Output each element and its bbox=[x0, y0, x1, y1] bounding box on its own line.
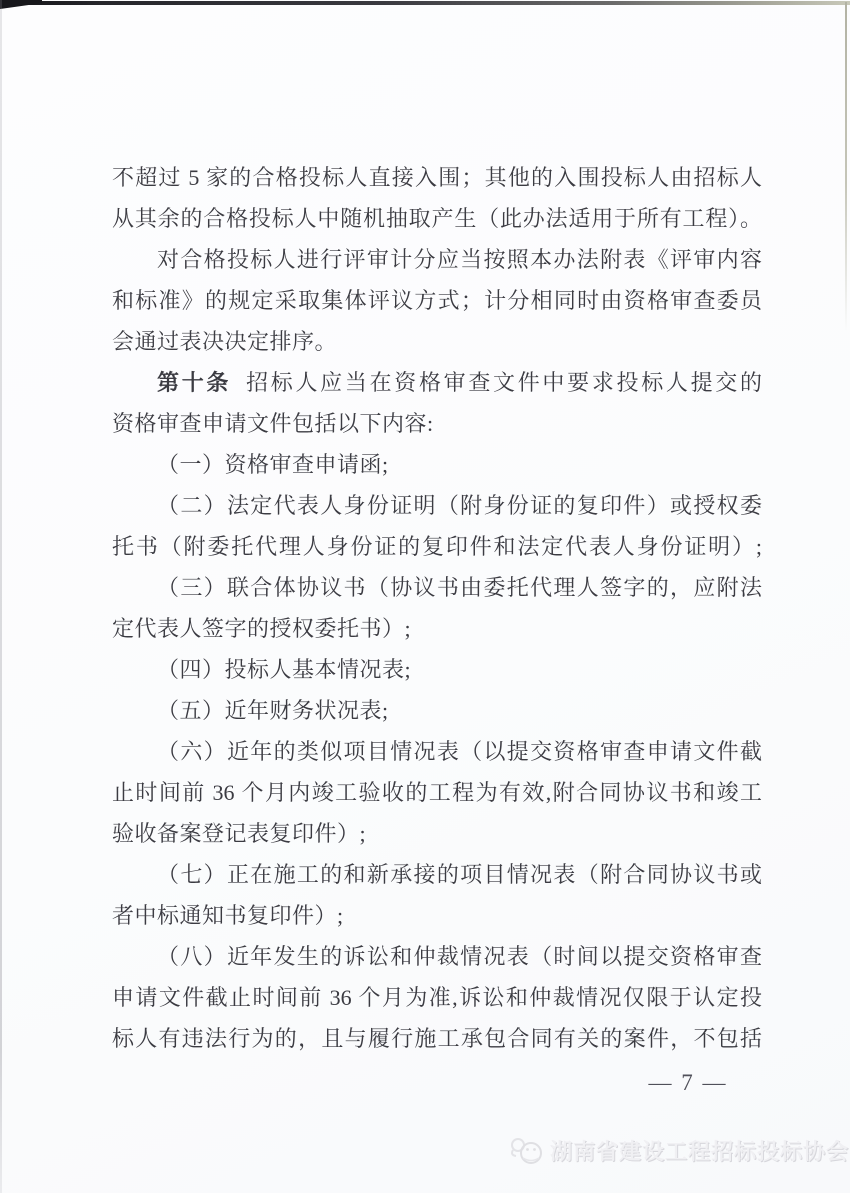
document-body bbox=[112, 157, 762, 1059]
text-line-17 bbox=[112, 813, 762, 854]
line-text: 验收备案登记表复印件）; bbox=[112, 821, 367, 846]
line-text: 资格审查申请文件包括以下内容: bbox=[112, 411, 434, 436]
page-number: — 7 — bbox=[648, 1070, 728, 1095]
association-watermark bbox=[509, 1135, 849, 1166]
text-line-4 bbox=[112, 280, 762, 321]
text-line-6 bbox=[112, 362, 762, 403]
text-line-9 bbox=[112, 485, 762, 526]
text-line-21 bbox=[112, 977, 762, 1018]
text-line-3 bbox=[112, 239, 762, 280]
text-line-2 bbox=[112, 198, 762, 239]
line-text: 和标准》的规定采取集体评议方式；计分相同时由资格审查委员 bbox=[112, 288, 762, 313]
scan-edge-right bbox=[845, 2, 847, 332]
association-logo-icon bbox=[509, 1136, 545, 1166]
text-line-12 bbox=[112, 608, 762, 649]
line-text: 招标人应当在资格审查文件中要求投标人提交的 bbox=[246, 370, 762, 395]
line-text: （三）联合体协议书（协议书由委托代理人签字的，应附法 bbox=[157, 575, 762, 600]
line-text: 申请文件截止时间前 36 个月为准,诉讼和仲裁情况仅限于认定投 bbox=[112, 985, 762, 1010]
article-number: 第十条 bbox=[157, 370, 232, 395]
text-line-20 bbox=[112, 936, 762, 977]
text-line-10 bbox=[112, 526, 762, 567]
line-text: （七）正在施工的和新承接的项目情况表（附合同协议书或 bbox=[157, 862, 762, 887]
text-line-18 bbox=[112, 854, 762, 895]
line-text: 不超过 5 家的合格投标人直接入围；其他的入围投标人由招标人 bbox=[112, 165, 762, 190]
text-line-7 bbox=[112, 403, 762, 444]
line-text: （二）法定代表人身份证明（附身份证的复印件）或授权委 bbox=[157, 493, 762, 518]
text-line-5 bbox=[112, 321, 762, 362]
line-text: （八）近年发生的诉讼和仲裁情况表（时间以提交资格审查 bbox=[157, 944, 762, 969]
line-text: （五）近年财务状况表; bbox=[157, 698, 389, 723]
text-line-14 bbox=[112, 690, 762, 731]
text-line-16 bbox=[112, 772, 762, 813]
scan-edge-top bbox=[0, 1, 850, 5]
text-line-8 bbox=[112, 444, 762, 485]
line-text: 托书（附委托代理人身份证的复印件和法定代表人身份证明）; bbox=[112, 534, 762, 559]
text-line-19 bbox=[112, 895, 762, 936]
line-text: （一）资格审查申请函; bbox=[157, 452, 389, 477]
text-line-13 bbox=[112, 649, 762, 690]
line-text: 从其余的合格投标人中随机抽取产生（此办法适用于所有工程）。 bbox=[112, 206, 762, 231]
line-text: （六）近年的类似项目情况表（以提交资格审查申请文件截 bbox=[157, 739, 762, 764]
scan-edge-left bbox=[0, 0, 2, 1193]
text-line-1 bbox=[112, 157, 762, 198]
line-text: 止时间前 36 个月内竣工验收的工程为有效,附合同协议书和竣工 bbox=[112, 780, 762, 805]
text-line-22 bbox=[112, 1018, 762, 1059]
line-text: 标人有违法行为的，且与履行施工承包合同有关的案件，不包括 bbox=[112, 1026, 762, 1051]
line-text: 会通过表决决定排序。 bbox=[112, 329, 338, 354]
line-text: 对合格投标人进行评审计分应当按照本办法附表《评审内容 bbox=[157, 247, 762, 272]
text-line-15 bbox=[112, 731, 762, 772]
line-text: 者中标通知书复印件）; bbox=[112, 903, 344, 928]
text-line-11 bbox=[112, 567, 762, 608]
line-text: （四）投标人基本情况表; bbox=[157, 657, 412, 682]
line-text: 定代表人签字的授权委托书）; bbox=[112, 616, 412, 641]
association-name: 湖南省建设工程招标投标协会 bbox=[550, 1139, 850, 1164]
